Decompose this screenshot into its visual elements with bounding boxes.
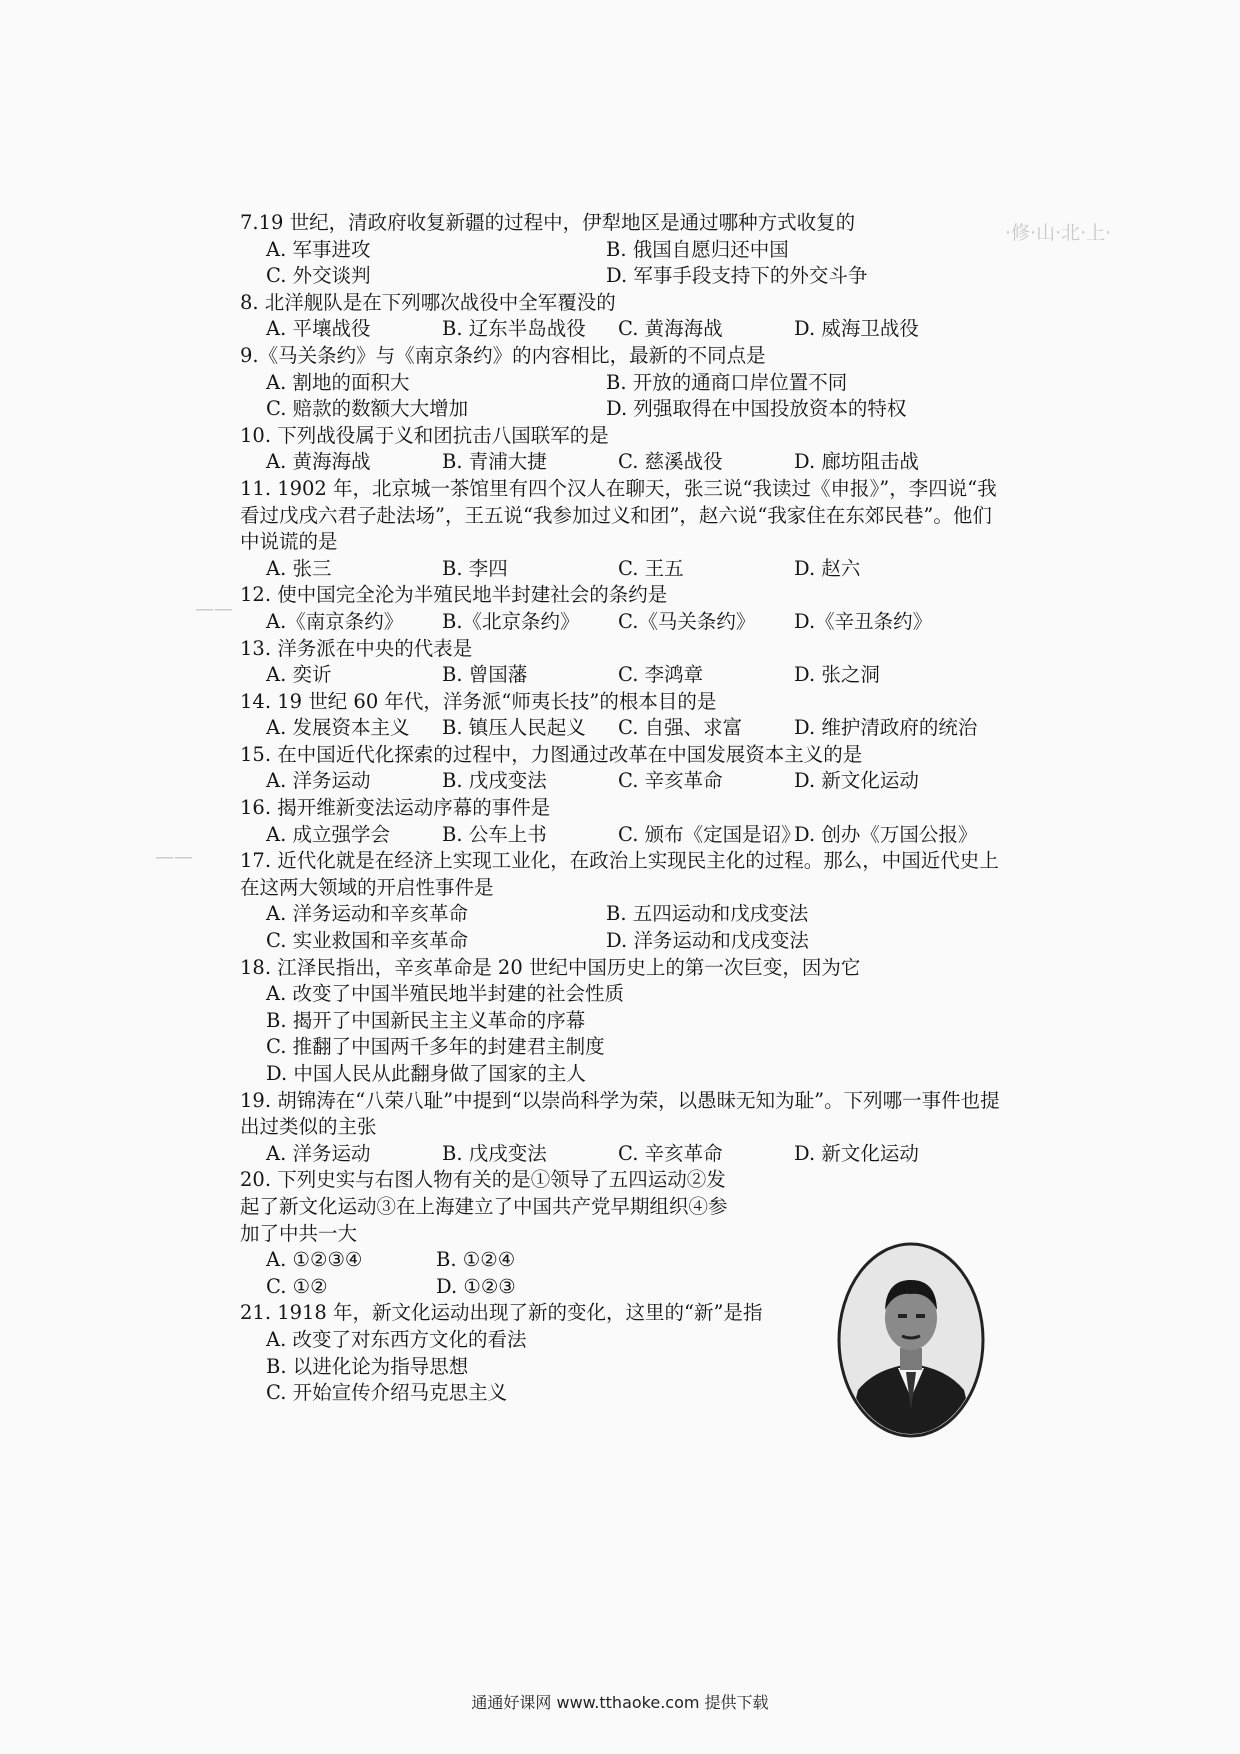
question-stem: 16. 揭开维新变法运动序幕的事件是 [240,796,551,820]
question-item [240,290,1010,343]
answer-option: B. 辽东半岛战役 [442,317,586,341]
options-list [240,1247,626,1300]
question-stem: 10. 下列战役属于义和团抗击八国联军的是 [240,423,609,447]
answer-option: C. 辛亥革命 [618,769,723,793]
answer-option: D. 张之洞 [794,663,880,687]
answer-option: A. ①②③④ [266,1248,363,1272]
answer-option: B. 镇压人民起义 [442,716,586,740]
answer-option: C. 辛亥革命 [618,1141,723,1165]
answer-option: A. 割地的面积大 [266,370,410,394]
question-stem: 12. 使中国完全沦为半殖民地半封建社会的条约是 [240,583,668,607]
question-item [240,955,1010,1088]
options-list [240,662,1010,689]
options-list [240,768,1010,795]
answer-option: B. 揭开了中国新民主主义革命的序幕 [266,1008,586,1032]
answer-option: C. ①② [266,1274,328,1298]
question-item [240,1088,1010,1168]
question-stem: 8. 北洋舰队是在下列哪次战役中全军覆没的 [240,290,616,314]
bleed-through-mark: —— [195,598,233,620]
options-list [240,715,1010,742]
options-list [240,370,1010,423]
answer-option: C. 李鸿章 [618,663,704,687]
answer-option: C. 赔款的数额大大增加 [266,397,469,421]
question-item [240,742,1010,795]
question-stem: 13. 洋务派在中央的代表是 [240,636,473,660]
question-stem: 14. 19 世纪 60 年代，洋务派“师夷长技”的根本目的是 [240,689,717,713]
answer-option: C. 王五 [618,556,684,580]
answer-option: A. 洋务运动 [266,769,371,793]
answer-option: D. 洋务运动和戊戌变法 [606,929,809,953]
answer-option: D. 威海卫战役 [794,317,919,341]
question-item [240,423,1010,476]
answer-option: C. 开始宣传介绍马克思主义 [266,1381,508,1405]
question-item [240,343,1010,423]
answer-option: B. 俄国自愿归还中国 [606,237,789,261]
answer-option: B. 青浦大捷 [442,450,547,474]
question-stem: 17. 近代化就是在经济上实现工业化，在政治上实现民主化的过程。那么，中国近代史上在这两大领域的开启性事件是 [240,849,999,899]
options-list [240,449,1010,476]
answer-option: A. 改变了中国半殖民地半封建的社会性质 [266,982,624,1006]
question-item [240,210,1010,290]
answer-option: C. 慈溪战役 [618,450,723,474]
answer-option: B. 开放的通商口岸位置不同 [606,370,848,394]
answer-option: B. 戊戌变法 [442,1141,547,1165]
question-stem: 15. 在中国近代化探索的过程中，力图通过改革在中国发展资本主义的是 [240,742,863,766]
options-list [240,316,1010,343]
answer-option: D. ①②③ [436,1274,516,1298]
answer-option: C. 黄海海战 [618,317,723,341]
question-stem: 11. 1902 年，北京城一茶馆里有四个汉人在聊天，张三说“我读过《申报》”，李四说“我看过戊戌六君子赴法场”，王五说“我参加过义和团”，赵六说“我家住在东郊民巷”。他们中说谎的是 [240,476,997,554]
page-footer: 通通好课网 www.tthaoke.com 提供下载 [471,1693,769,1712]
answer-option: C. 推翻了中国两千多年的封建君主制度 [266,1035,605,1059]
question-stem: 7.19 世纪，清政府收复新疆的过程中，伊犁地区是通过哪种方式收复的 [240,211,856,234]
answer-option: D. 赵六 [794,556,861,580]
answer-option: C. 外交谈判 [266,264,371,288]
answer-option: B.《北京条约》 [442,609,580,633]
options-list [240,981,1010,1087]
options-list [240,609,1010,636]
answer-option: D. 维护清政府的统治 [794,716,978,740]
answer-option: D. 新文化运动 [794,769,919,793]
question-list [240,210,1010,1407]
question-item [240,582,1010,635]
question-stem: 21. 1918 年，新文化运动出现了新的变化，这里的“新”是指 [240,1301,763,1325]
question-item [240,636,1010,689]
answer-option: A. 成立强学会 [266,822,390,846]
answer-option: A. 黄海海战 [266,450,371,474]
answer-option: D. 中国人民从此翻身做了国家的主人 [266,1062,586,1085]
question-stem: 18. 江泽民指出，辛亥革命是 20 世纪中国历史上的第一次巨变，因为它 [240,955,861,979]
options-list [240,901,1010,954]
answer-option: A. 张三 [266,556,332,580]
question-stem: 9.《马关条约》与《南京条约》的内容相比，最新的不同点是 [240,343,766,367]
answer-option: B. 五四运动和戊戌变法 [606,902,809,926]
answer-option: A. 改变了对东西方文化的看法 [266,1327,527,1351]
answer-option: B. 以进化论为指导思想 [266,1354,469,1378]
question-stem: 19. 胡锦涛在“八荣八耻”中提到“以崇尚科学为荣，以愚昧无知为耻”。下列哪一事件也提出过类似的主张 [240,1088,1000,1139]
options-list [240,1141,1010,1168]
answer-option: D. 新文化运动 [794,1141,919,1165]
portrait-photo [836,1240,986,1440]
answer-option: D. 廊坊阻击战 [794,450,919,474]
options-list [240,822,1010,849]
answer-option: B. 李四 [442,556,508,580]
answer-option: A. 发展资本主义 [266,716,410,740]
answer-option: B. ①②④ [436,1248,516,1272]
answer-option: A. 军事进攻 [266,237,371,261]
answer-option: B. 戊戌变法 [442,769,547,793]
answer-option: D. 列强取得在中国投放资本的特权 [606,397,907,421]
answer-option: A. 洋务运动 [266,1141,371,1165]
bleed-through-mark: ·修·山·北·上· [1005,222,1112,244]
answer-option: C. 实业救国和辛亥革命 [266,929,469,953]
answer-option: C. 自强、求富 [618,716,743,740]
question-item [240,795,1010,848]
answer-option: A.《南京条约》 [266,609,404,633]
options-list [240,556,1010,583]
answer-option: C.《马关条约》 [618,609,756,633]
answer-option: A. 奕䜣 [266,663,332,687]
answer-option: A. 洋务运动和辛亥革命 [266,902,468,926]
options-list [240,237,1010,290]
answer-option: D. 创办《万国公报》 [794,822,978,846]
question-item [240,476,1010,582]
bleed-through-mark: —— [155,846,193,868]
answer-option: A. 平壤战役 [266,317,371,341]
answer-option: D.《辛丑条约》 [794,609,933,633]
question-stem: 20. 下列史实与右图人物有关的是①领导了五四运动②发起了新文化运动③在上海建立了中国共产党早期组织④参加了中共一大 [240,1168,728,1245]
answer-option: D. 军事手段支持下的外交斗争 [606,264,868,288]
answer-option: B. 曾国藩 [442,663,528,687]
answer-option: B. 公车上书 [442,822,547,846]
question-item [240,848,1010,954]
question-item [240,689,1010,742]
answer-option: C. 颁布《定国是诏》 [618,822,801,846]
